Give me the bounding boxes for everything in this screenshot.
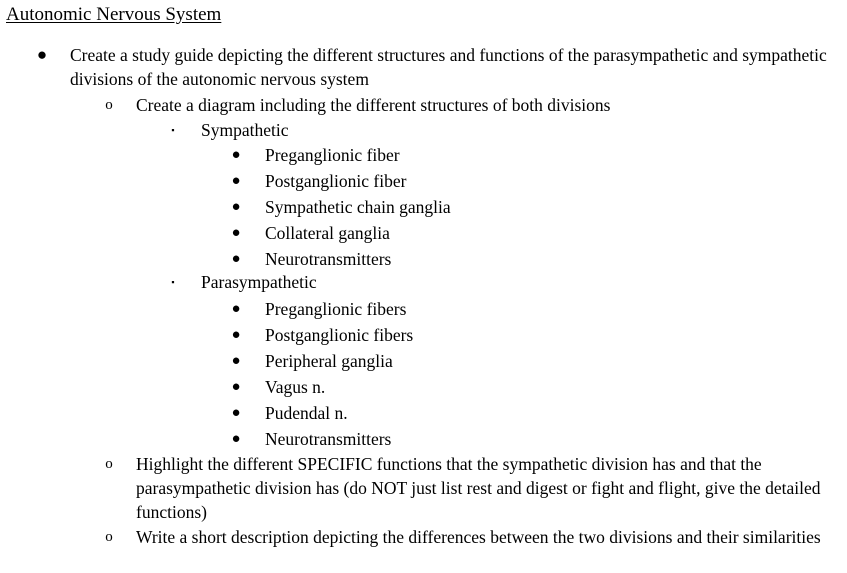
- square-bullet-icon: ▪: [171, 125, 175, 135]
- list-item: Postganglionic fibers: [265, 325, 414, 345]
- bullet-icon: ●: [231, 379, 241, 395]
- bullet-icon: ●: [231, 251, 241, 267]
- list-item: Preganglionic fiber: [265, 145, 400, 165]
- circle-bullet-icon: o: [105, 456, 113, 472]
- list-item: Peripheral ganglia: [265, 351, 393, 371]
- bullet-icon: ●: [231, 199, 241, 215]
- subtask-functions: Highlight the different SPECIFIC functions that the sympathetic division has and that the parasympathetic division has (do NOT just list rest and digest or fight and flight, give the detailed functions): [136, 454, 821, 522]
- list-item: Postganglionic fiber: [265, 171, 407, 191]
- bullet-icon: ●: [231, 405, 241, 421]
- square-bullet-icon: ▪: [171, 277, 175, 287]
- group-parasympathetic: Parasympathetic: [201, 272, 317, 292]
- bullet-icon: ●: [36, 45, 48, 64]
- bullet-icon: ●: [231, 431, 241, 447]
- list-item: Vagus n.: [265, 377, 326, 397]
- list-item: Neurotransmitters: [265, 249, 392, 269]
- bullet-icon: ●: [231, 353, 241, 369]
- list-item: Neurotransmitters: [265, 429, 392, 449]
- page-title: Autonomic Nervous System: [6, 4, 222, 25]
- bullet-icon: ●: [231, 225, 241, 241]
- circle-bullet-icon: o: [105, 529, 113, 545]
- bullet-icon: ●: [231, 173, 241, 189]
- list-item: Collateral ganglia: [265, 223, 390, 243]
- list-item: Pudendal n.: [265, 403, 348, 423]
- bullet-icon: ●: [231, 147, 241, 163]
- circle-bullet-icon: o: [105, 97, 113, 113]
- bullet-icon: ●: [231, 327, 241, 343]
- group-sympathetic: Sympathetic: [201, 120, 289, 140]
- list-item: Sympathetic chain ganglia: [265, 197, 451, 217]
- subtask-description: Write a short description depicting the differences between the two divisions and their similarities: [136, 527, 821, 547]
- bullet-icon: ●: [231, 301, 241, 317]
- list-item: Preganglionic fibers: [265, 299, 407, 319]
- main-task: Create a study guide depicting the different structures and functions of the parasympathetic and sympathetic divisions of the autonomic nervous system: [70, 45, 827, 89]
- subtask-diagram: Create a diagram including the different structures of both divisions: [136, 95, 611, 115]
